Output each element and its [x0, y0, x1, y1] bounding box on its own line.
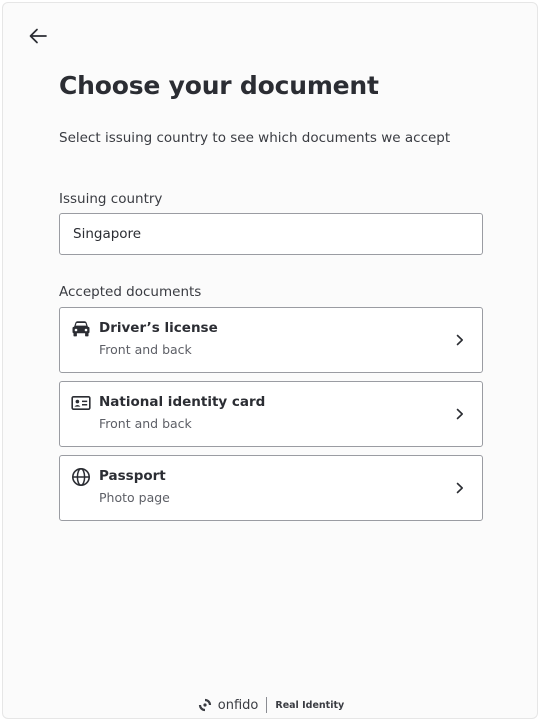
document-option-title: Passport	[99, 468, 166, 484]
car-icon	[71, 319, 91, 339]
document-selection-panel	[2, 2, 538, 719]
document-option-subtitle: Front and back	[99, 342, 192, 357]
page-subtitle: Select issuing country to see which documents we accept	[59, 130, 451, 146]
globe-icon	[71, 467, 91, 487]
issuing-country-input[interactable]	[59, 213, 483, 255]
brand-tagline: Real Identity	[275, 699, 345, 711]
document-option-subtitle: Photo page	[99, 490, 170, 505]
footer-branding	[3, 695, 539, 715]
arrow-left-icon	[29, 28, 47, 44]
chevron-right-icon	[452, 332, 468, 348]
page-title: Choose your document	[59, 71, 379, 100]
document-option-national-identity-card[interactable]	[59, 381, 483, 447]
chevron-right-icon	[452, 480, 468, 496]
onfido-logo-icon	[198, 698, 212, 712]
back-button[interactable]	[25, 23, 51, 49]
document-option-subtitle: Front and back	[99, 416, 192, 431]
document-option-title: Driver’s license	[99, 320, 218, 336]
id-card-icon	[71, 393, 91, 413]
brand-name: onfido	[217, 697, 259, 713]
chevron-right-icon	[452, 406, 468, 422]
accepted-documents-label: Accepted documents	[59, 284, 202, 300]
footer-divider	[266, 697, 267, 713]
document-option-title: National identity card	[99, 394, 266, 410]
document-option-passport[interactable]	[59, 455, 483, 521]
issuing-country-label: Issuing country	[59, 191, 163, 207]
document-option-drivers-license[interactable]	[59, 307, 483, 373]
